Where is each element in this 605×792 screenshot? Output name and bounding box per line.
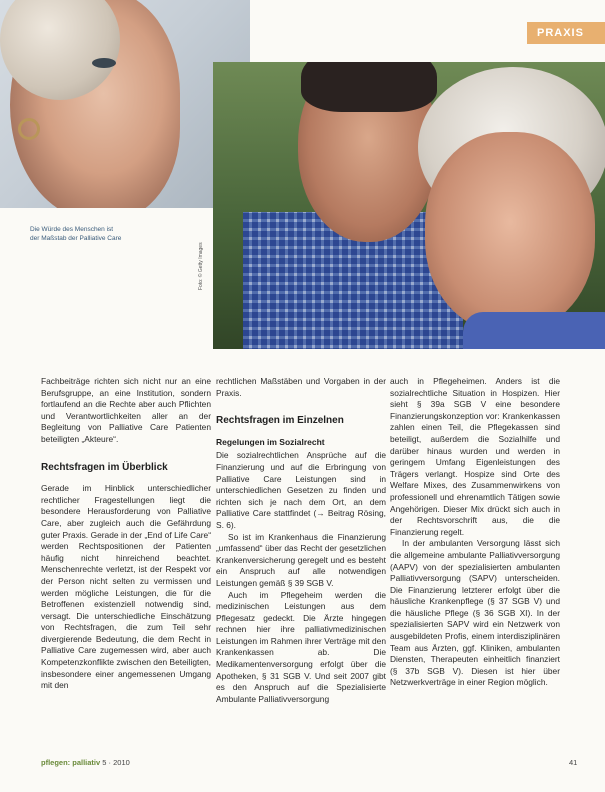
text-column-2 — [216, 376, 386, 705]
photo-man-hair — [301, 62, 437, 112]
subsection-heading: Regelungen im Sozialrecht — [216, 436, 325, 447]
text-column-3 — [390, 376, 560, 689]
issue-number: 5 · 2010 — [102, 758, 130, 767]
photo-woman-top — [463, 312, 605, 349]
ring-icon — [18, 118, 40, 140]
section-tag: PRAXIS — [527, 22, 605, 44]
caption-line: der Maßstab der Palliative Care — [30, 235, 122, 242]
paragraph: Fachbeiträge richten sich nicht nur an eine Berufsgruppe, an eine Institution, sondern fortlaufend an die Rechte aber auch Pflichten und Verantwortlichkeiten aller an der Begleitung von Palliative Care Patienten beteiligten „Akteure“. — [41, 376, 211, 444]
page-number: 41 — [569, 758, 578, 767]
footer-journal — [41, 758, 130, 767]
section-heading: Rechtsfragen im Einzelnen — [216, 415, 344, 427]
paragraph: In der ambulanten Versorgung lässt sich die allgemeine ambulante Palliativversorgung (AAPV) von der spezialisierten ambulanten Palliativversorgung (SAPV) unterscheiden. Die Finanzierung letzterer erfolgt über die häusliche Krankenpflege (§ 37 SGB V) und die häusliche Pflege (§ 36 SGB XI). In der spezialisierten SAPV wird ein Netzwerk von ausgebildeten Profis, einem interdisziplinären Team aus Ärzten, ggf. Kliniken, ambulanten Diensten, Therapeuten einheitlich finanziert (§ 37b SGB V). Diesen ist hier über Netzwerkverträge in einer Region möglich. — [390, 538, 560, 688]
paragraph: Auch im Pflegeheim werden die medizinischen Leistungen aus dem Pflegesatz gedeckt. Die Ärzte hingegen rechnen hier ihre palliativmedizinischen Leistungen im Rahmen ihrer Verträge mit den Krankenkassen ab. Die Medikamentenversorgung erfolgt über die Apotheken, § 31 SGB V. Und seit 2007 gibt es den Anspruch auf die Spezialisierte Ambulante Palliativversorgung — [216, 589, 386, 704]
paragraph: So ist im Krankenhaus die Finanzierung „umfassend“ über das Recht der gesetzlichen Krankenversicherung geregelt und es besteht ein Anspruch auf alle notwendigen Leistungen gemäß § 39 SGB V. — [216, 531, 386, 588]
section-heading: Rechtsfragen im Überblick — [41, 461, 168, 473]
photo-eye — [92, 58, 116, 68]
caption-line: Die Würde des Menschen ist — [30, 226, 114, 233]
photo-woman-face — [425, 132, 595, 332]
paragraph: Die sozialrechtlichen Ansprüche auf die Finanzierung und auf die Erbringung von Palliative Care Leistungen sind in unterschiedlichen Gesetzen zu finden und richten sich je nach dem Ort, an dem Palliative Care stattfindet (→ Beitrag Rösing, S. 6). — [216, 450, 386, 530]
journal-name: pflegen: palliativ — [41, 758, 101, 767]
paragraph: rechtlichen Maßstäben und Vorgaben in der Praxis. — [216, 376, 386, 398]
paragraph: auch in Pflegeheimen. Anders ist die sozialrechtliche Situation in Hospizen. Hier sieht § 39a SGB V eine besondere Finanzierungskonzeption vor: Krankenkassen zahlen einen Teil, die Pflegekassen sind beteiligt, außerdem die Sozialhilfe und darüber hinaus wurden und werden in geringem Umfang Eigenleistungen des Trägers verlangt. Hospize sind Orte des Welfare Mixes, des Zusammenwirkens von professionell und ehrenamtlich Tätigen sowie Angehörigen. Dieser Mix drückt sich auch in der Rechtsvorschrift aus, die die Finanzierung regelt. — [390, 376, 560, 537]
photo-credit: Foto: © Getty Images — [198, 242, 204, 290]
text-column-1 — [41, 376, 211, 692]
photo-caption — [30, 225, 180, 243]
paragraph: Gerade im Hinblick unterschiedlicher rechtlicher Fragestellungen liegt die besondere Herausforderung von Palliative Care, aber zugleich auch die Gefährdung guter Praxis. Gerade in der „End of Life Care“ werden Rechtspositionen der Patienten häufig nicht hinreichend beachtet. Menschenrechte verletzt, ist der Respekt vor der Person nicht selten zu vermissen und werden mögliche Leistungen, die für die Betroffenen existenziell notwendig sind, versagt. Die unterschiedliche Einschätzung von Rechtsfragen, die zum Teil sehr divergierende Bedeutung, die dem Recht in Palliative Care zugemessen wird, aber auch Kompetenzkonflikte zwischen den Beteiligten, insbesondere einer angemessenen Umgang mit den — [41, 483, 211, 691]
young-man-elderly-woman-photo — [213, 62, 605, 349]
